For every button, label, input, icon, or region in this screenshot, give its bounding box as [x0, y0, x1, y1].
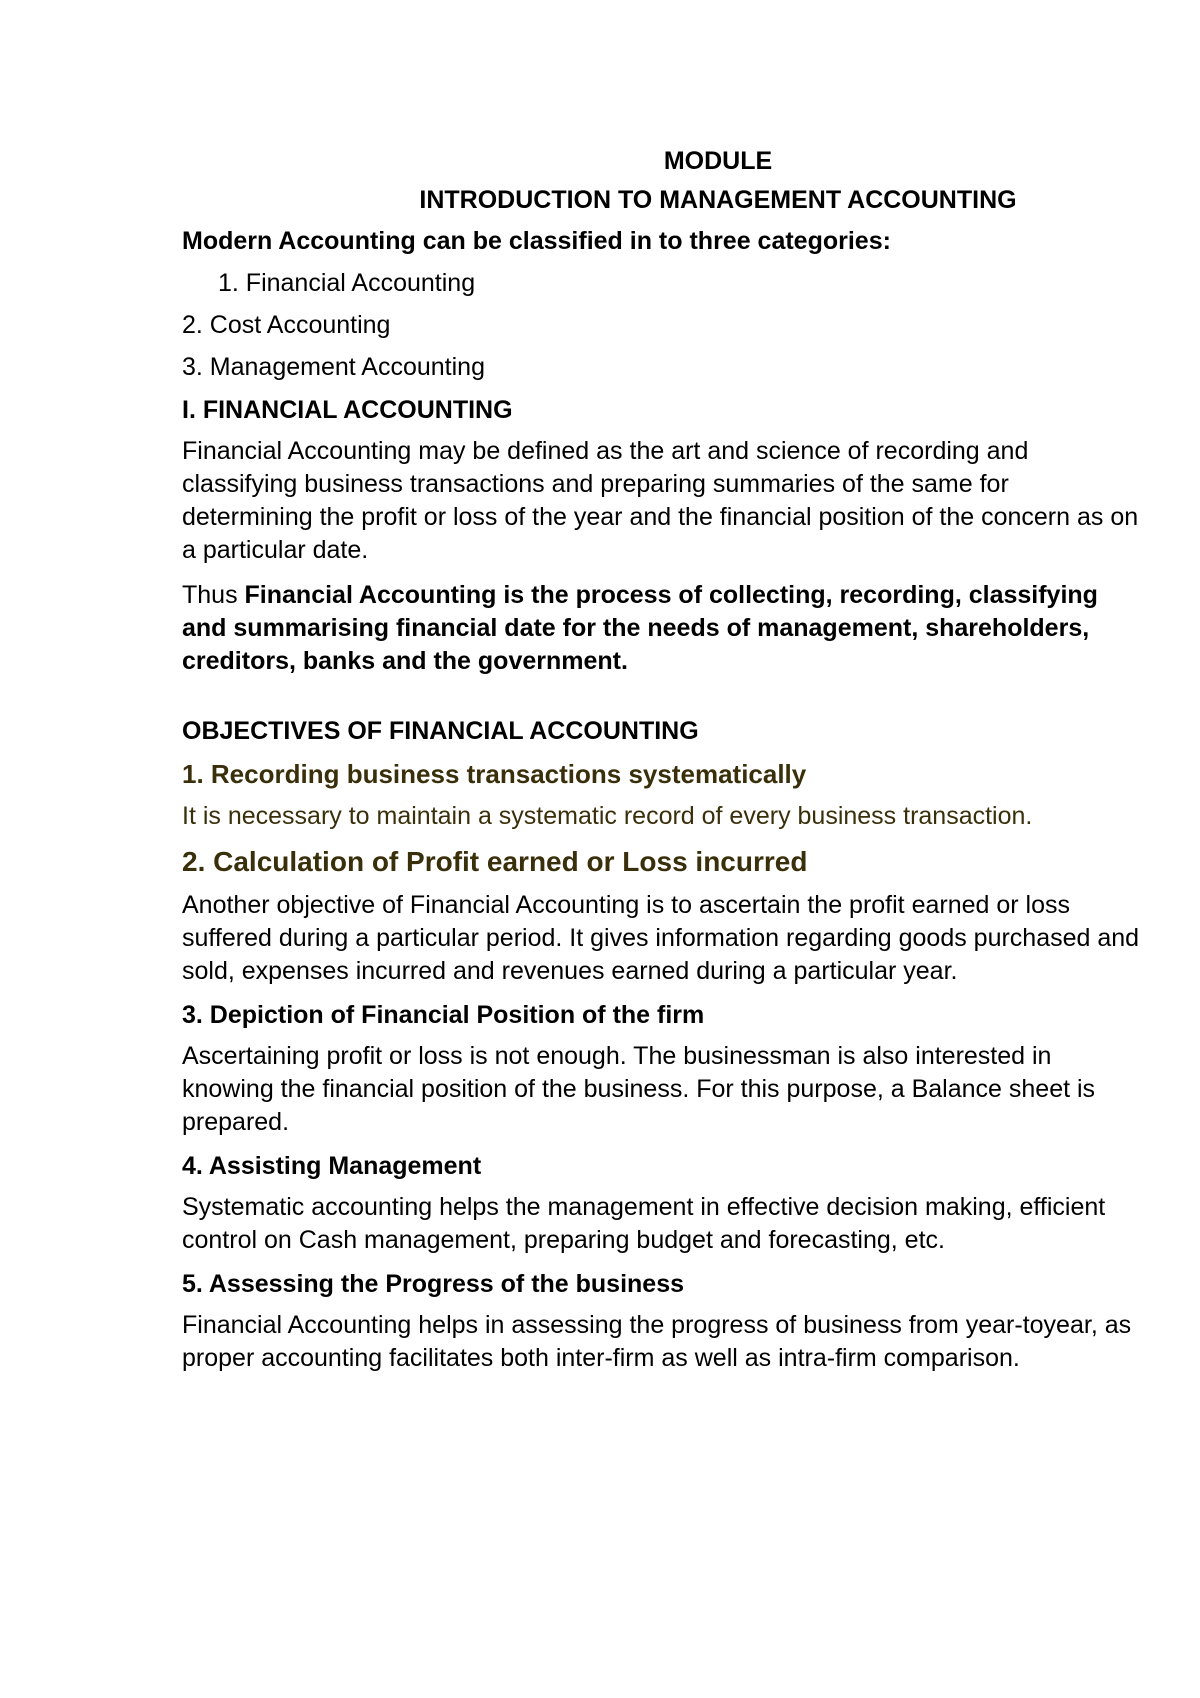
document-page [182, 146, 1142, 1375]
objective-2-text: Another objective of Financial Accounting is to ascertain the profit earned or loss suffered during a particular period. It gives information regarding goods purchased and sold, expenses incurred and revenues earned during a particular year. [182, 891, 1140, 985]
summary-prefix: Thus [182, 581, 245, 609]
category-item-management: 3. Management Accounting [182, 353, 485, 381]
objective-2-title: 2. Calculation of Profit earned or Loss incurred [182, 846, 808, 877]
objective-4-text: Systematic accounting helps the management in effective decision making, efficient control on Cash management, preparing budget and forecasting, etc. [182, 1193, 1106, 1254]
financial-accounting-definition: Financial Accounting may be defined as the art and science of recording and classifying business transactions and preparing summaries of the same for determining the profit or loss of the year and the financial position of the concern as on a particular date. [182, 437, 1139, 564]
section-spacer [182, 678, 1142, 716]
financial-accounting-summary [182, 579, 1142, 678]
objective-3-text: Ascertaining profit or loss is not enough. The businessman is also interested in knowing the financial position of the business. For this purpose, a Balance sheet is prepared. [182, 1042, 1096, 1136]
objectives-heading: OBJECTIVES OF FINANCIAL ACCOUNTING [182, 717, 699, 745]
summary-bold: Financial Accounting is the process of collecting, recording, classifying and summarising financial date for the needs of management, shareholders, creditors, banks and the government. [182, 581, 1098, 675]
objective-3-title: 3. Depiction of Financial Position of the firm [182, 1001, 705, 1029]
financial-accounting-heading: I. FINANCIAL ACCOUNTING [182, 396, 513, 424]
page-title: INTRODUCTION TO MANAGEMENT ACCOUNTING [419, 186, 1017, 214]
category-item-financial: 1. Financial Accounting [218, 269, 476, 297]
objective-5-title: 5. Assessing the Progress of the business [182, 1270, 685, 1298]
objective-1-title: 1. Recording business transactions systematically [182, 759, 807, 789]
category-item-cost: 2. Cost Accounting [182, 311, 391, 339]
objective-5-text: Financial Accounting helps in assessing the progress of business from year-toyear, as proper accounting facilitates both inter-firm as well as intra-firm comparison. [182, 1311, 1132, 1372]
objective-1-text: It is necessary to maintain a systematic record of every business transaction. [182, 802, 1033, 830]
objective-4-title: 4. Assisting Management [182, 1152, 482, 1180]
module-title: MODULE [663, 147, 773, 175]
categories-lead: Modern Accounting can be classified in to three categories: [182, 227, 891, 255]
